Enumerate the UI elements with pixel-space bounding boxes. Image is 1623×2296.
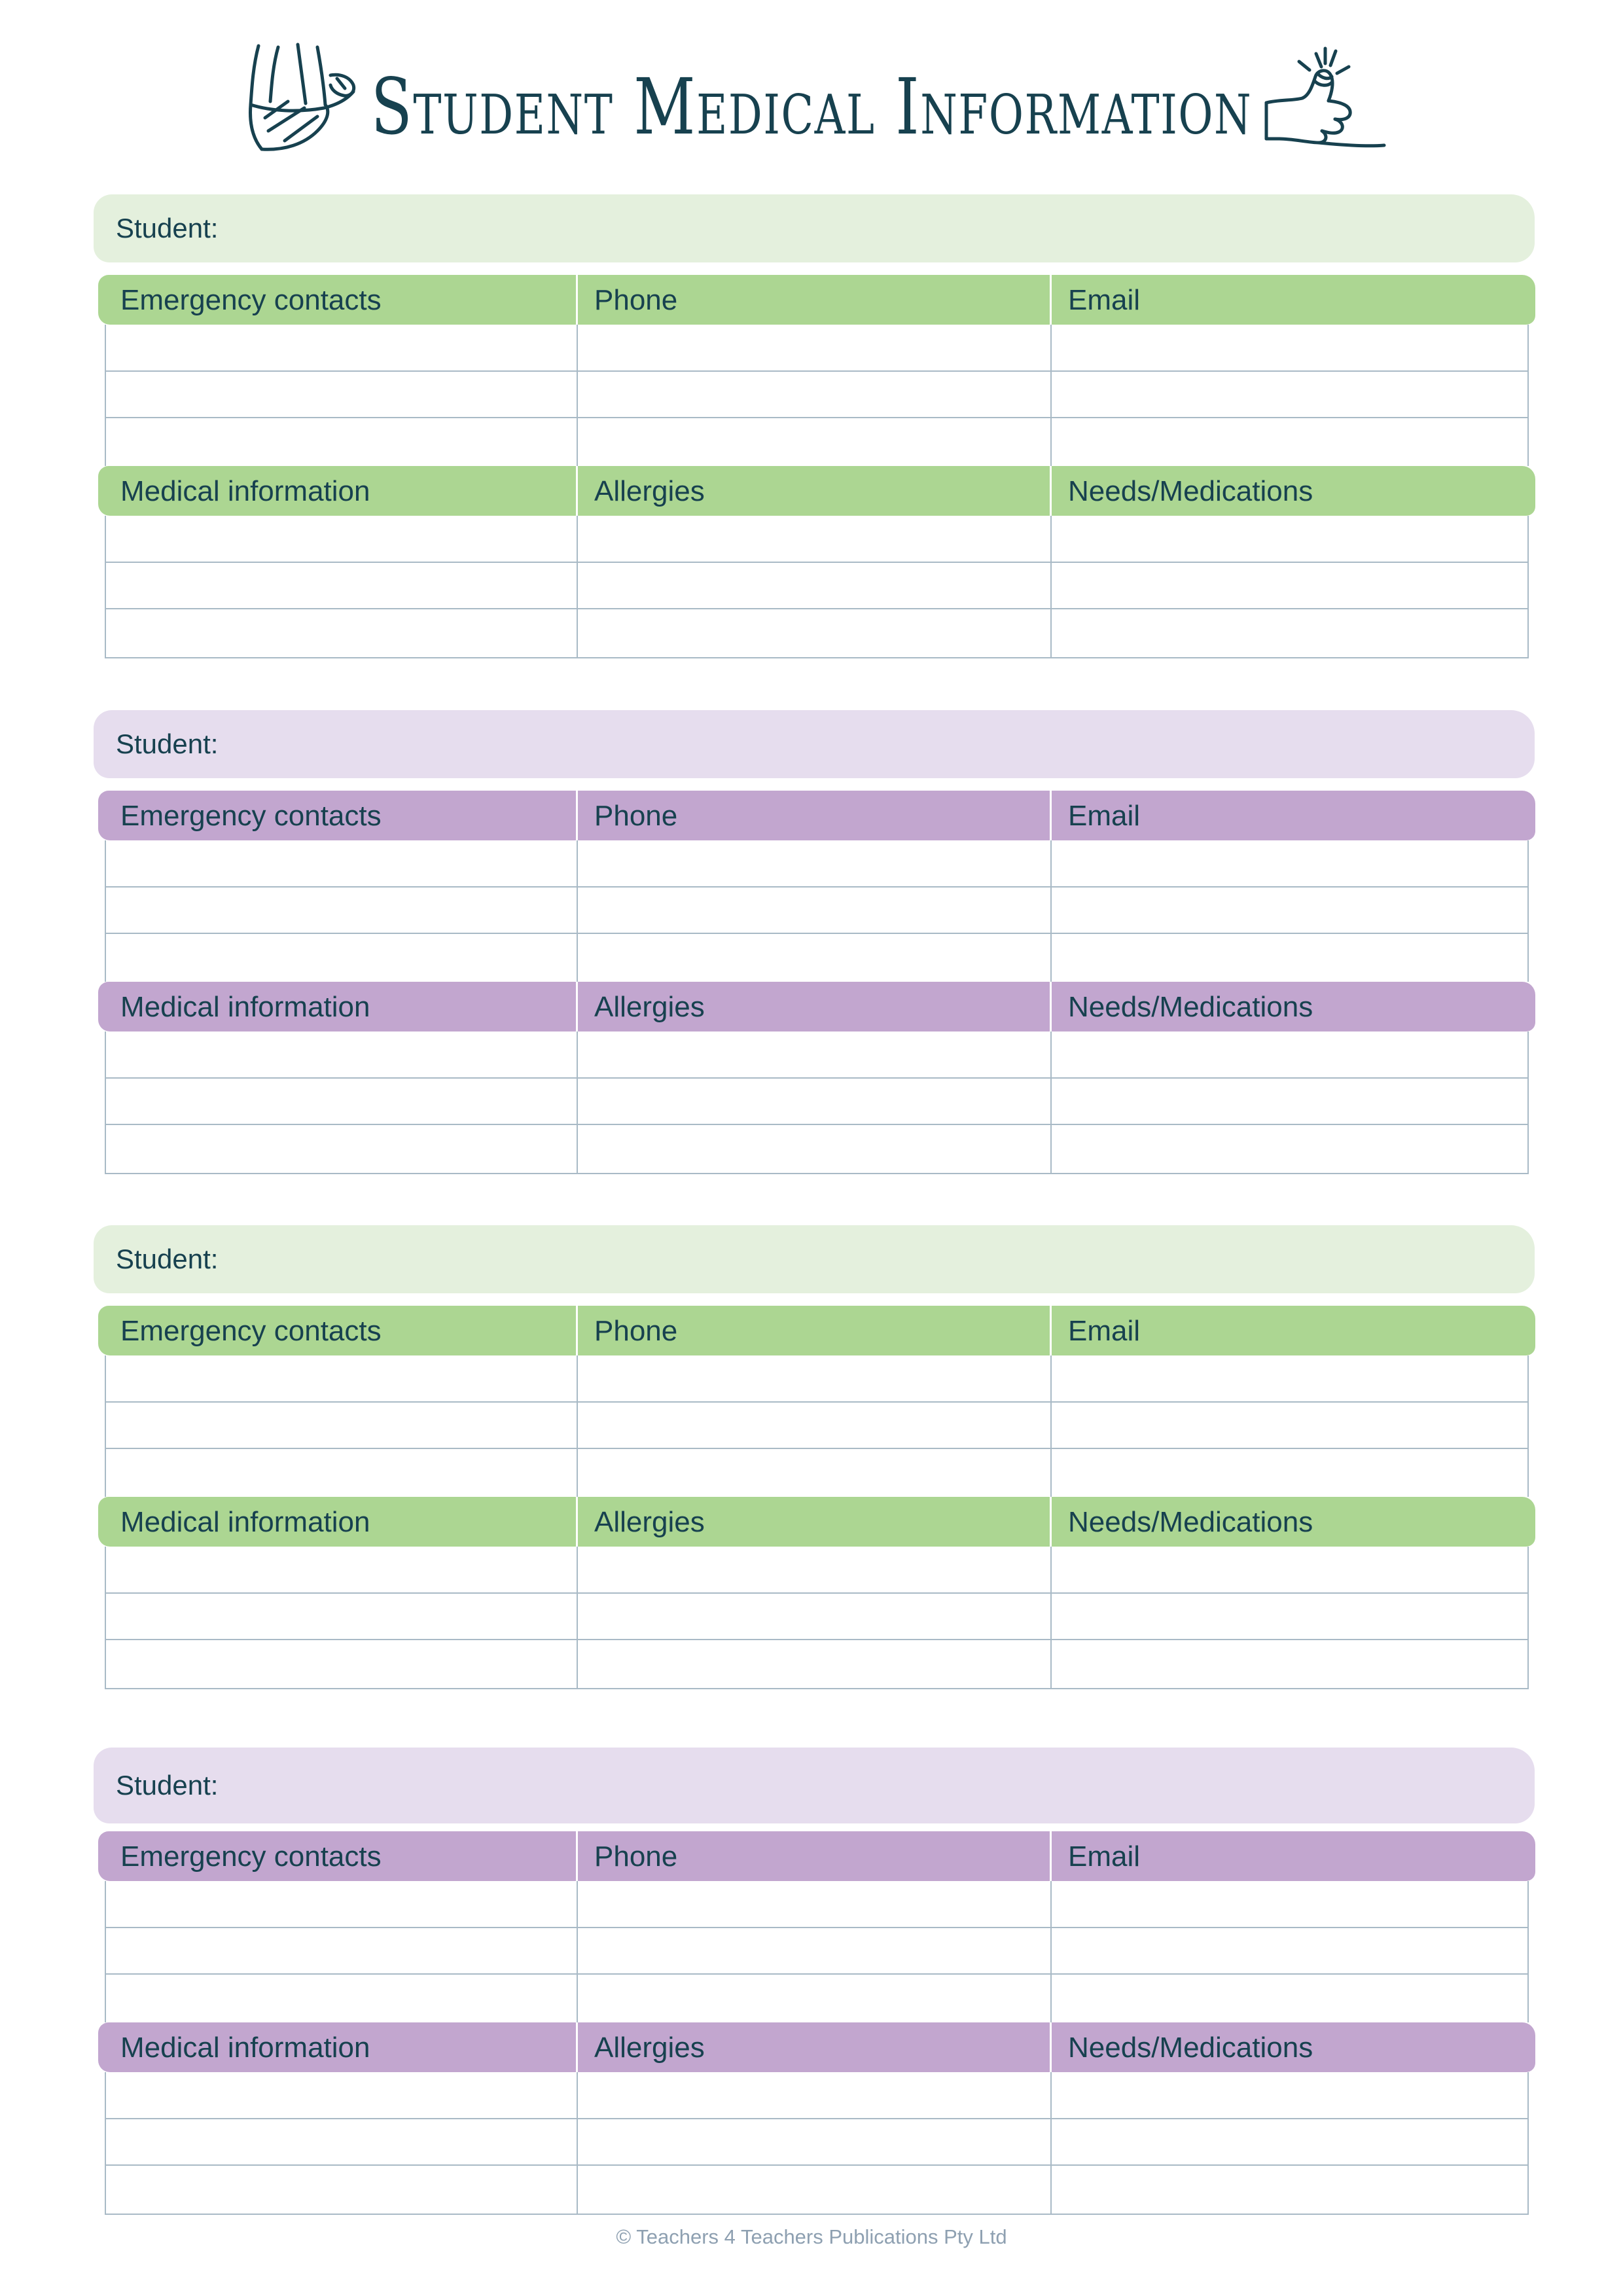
header-phone: Phone <box>594 1315 678 1347</box>
bandaged-thumb-icon <box>1253 41 1391 158</box>
table-body[interactable] <box>105 325 1529 466</box>
student-name-bar[interactable] <box>94 1748 1535 1823</box>
student-label: Student: <box>116 728 219 759</box>
header-emergency-contacts: Emergency contacts <box>120 284 382 316</box>
header-email: Email <box>1068 800 1141 832</box>
header-needs-medications: Needs/Medications <box>1068 991 1313 1023</box>
header-email: Email <box>1068 1315 1141 1347</box>
header-emergency-contacts: Emergency contacts <box>120 1315 382 1347</box>
student-name-bar[interactable] <box>94 1225 1535 1293</box>
table-body[interactable] <box>105 1547 1529 1689</box>
copyright-footer: © Teachers 4 Teachers Publications Pty Ltd <box>616 2225 1007 2248</box>
header-needs-medications: Needs/Medications <box>1068 2032 1313 2064</box>
header-needs-medications: Needs/Medications <box>1068 475 1313 507</box>
header-allergies: Allergies <box>594 2032 705 2064</box>
student-label: Student: <box>116 1770 219 1801</box>
arm-sling-icon <box>232 39 363 157</box>
header-medical-information: Medical information <box>120 475 370 507</box>
table-body[interactable] <box>105 1355 1529 1497</box>
student-name-bar[interactable] <box>94 194 1535 262</box>
table-body[interactable] <box>105 1881 1529 2022</box>
header-phone: Phone <box>594 800 678 832</box>
header-phone: Phone <box>594 284 678 316</box>
header-medical-information: Medical information <box>120 2032 370 2064</box>
header-allergies: Allergies <box>594 991 705 1023</box>
header-emergency-contacts: Emergency contacts <box>120 1840 382 1873</box>
page-title: Student Medical Information <box>370 62 1253 152</box>
header-needs-medications: Needs/Medications <box>1068 1506 1313 1538</box>
header-email: Email <box>1068 1840 1141 1873</box>
header-emergency-contacts: Emergency contacts <box>120 800 382 832</box>
header-medical-information: Medical information <box>120 1506 370 1538</box>
table-body[interactable] <box>105 2072 1529 2215</box>
header-allergies: Allergies <box>594 475 705 507</box>
header-email: Email <box>1068 284 1141 316</box>
table-body[interactable] <box>105 840 1529 982</box>
table-body[interactable] <box>105 516 1529 658</box>
header-medical-information: Medical information <box>120 991 370 1023</box>
header-phone: Phone <box>594 1840 678 1873</box>
header-allergies: Allergies <box>594 1506 705 1538</box>
student-name-bar[interactable] <box>94 710 1535 778</box>
table-body[interactable] <box>105 1031 1529 1174</box>
student-label: Student: <box>116 1244 219 1274</box>
student-label: Student: <box>116 213 219 243</box>
